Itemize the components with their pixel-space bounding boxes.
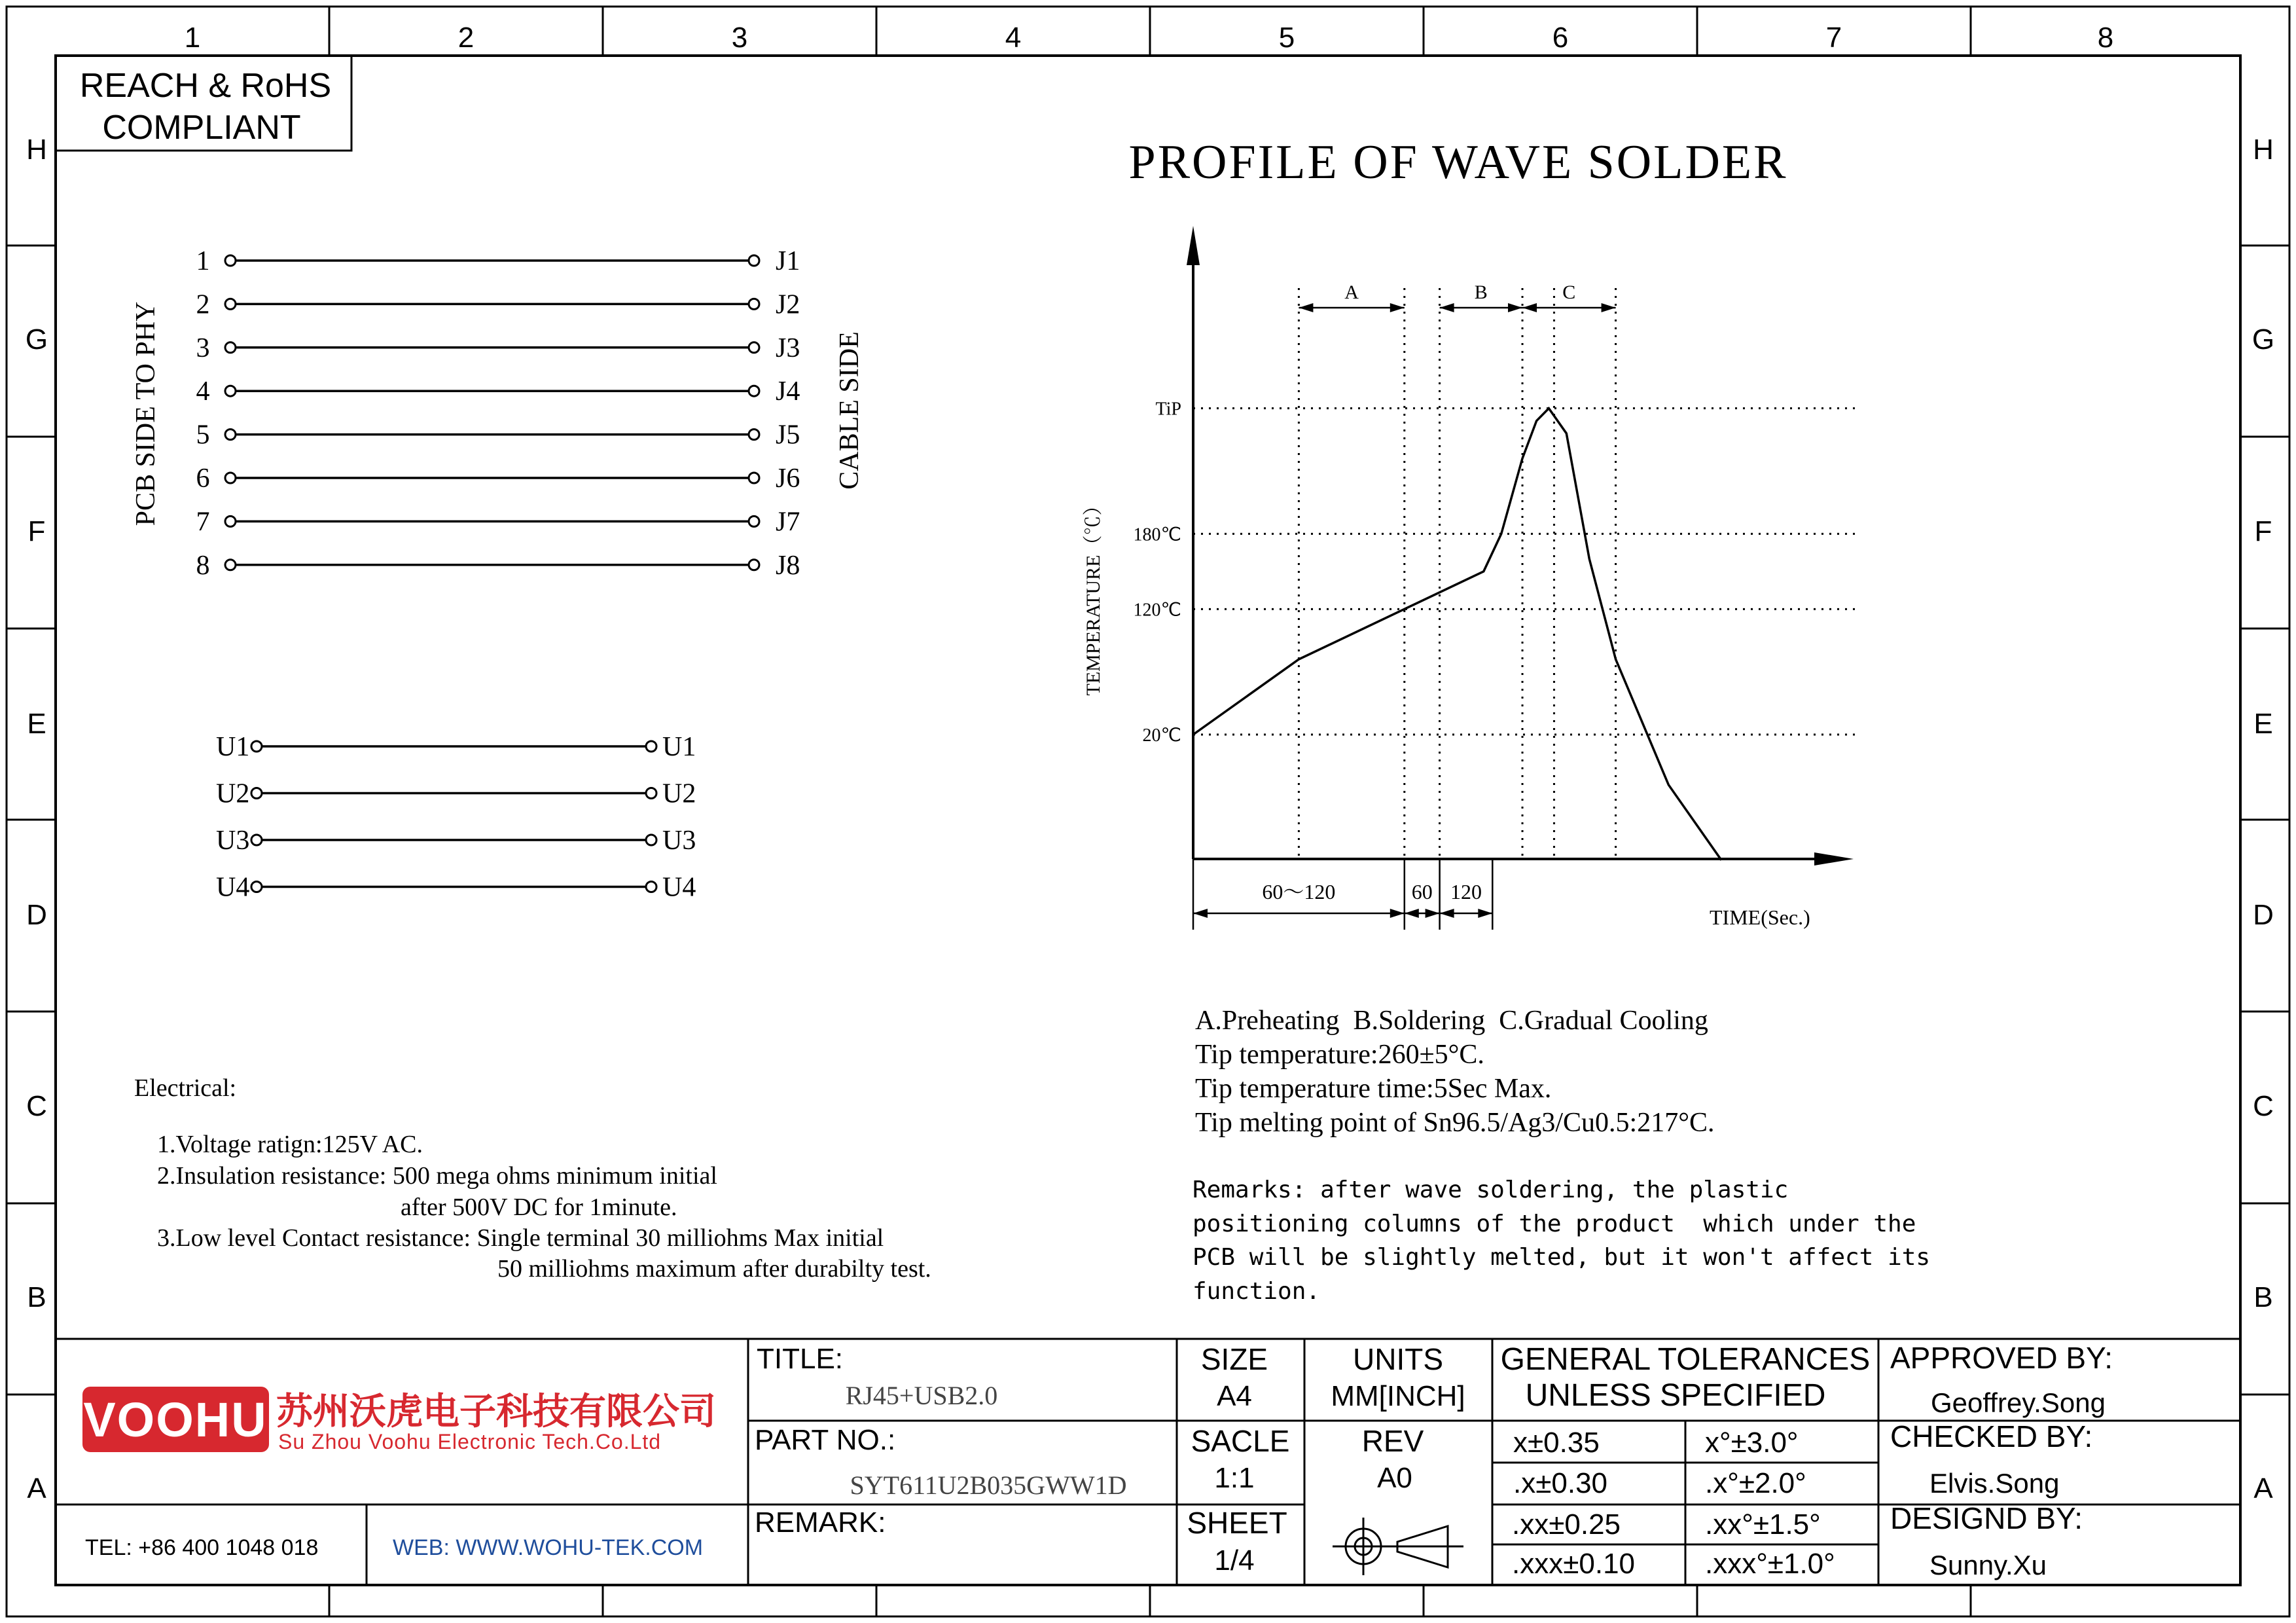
row-label-left-G: G xyxy=(25,323,48,356)
segment-label: 120 xyxy=(1450,880,1482,903)
units-label: UNITS xyxy=(1353,1342,1443,1376)
rj45-jack-terminal xyxy=(749,342,759,353)
zone-ticks xyxy=(7,7,2289,1616)
zone-arrow-icon xyxy=(1390,303,1405,312)
chart-gridlines xyxy=(1193,288,1859,859)
chart-y-ticks xyxy=(1134,399,1181,746)
segment-arrow-icon xyxy=(1193,909,1208,918)
segment-arrow-icon xyxy=(1440,909,1454,918)
rj45-jack-terminal xyxy=(749,516,759,526)
compliance-badge xyxy=(56,56,351,151)
electrical-line-2: 2.Insulation resistance: 500 mega ohms minimum initial xyxy=(157,1162,717,1190)
usb-pin-label-U3: U3 xyxy=(216,826,250,856)
rj45-pin-lines xyxy=(196,246,800,581)
rj45-jack-label-J4: J4 xyxy=(776,376,800,407)
y-tick-label: 20℃ xyxy=(1142,725,1181,746)
segment-label: 60 xyxy=(1411,880,1433,903)
tolerance-angle-1: .x°±2.0° xyxy=(1705,1467,1806,1499)
scale-label: SACLE xyxy=(1191,1424,1290,1458)
segment-label: 60～120 xyxy=(1262,880,1336,903)
usb-jack-terminal xyxy=(646,741,656,752)
usb-jack-terminal xyxy=(646,788,656,799)
telephone: TEL: +86 400 1048 018 xyxy=(85,1535,319,1560)
usb-pin-terminal xyxy=(251,835,262,845)
tip-time: Tip temperature time:5Sec Max. xyxy=(1195,1074,1552,1104)
cable-side-label: CABLE SIDE xyxy=(834,331,865,490)
chart-series-line xyxy=(1193,409,1721,860)
usb-pin-lines xyxy=(216,732,696,903)
y-tick-label: TiP xyxy=(1155,399,1181,420)
column-label-4: 4 xyxy=(1005,22,1022,54)
tolerance-linear-1: .x±0.30 xyxy=(1513,1467,1608,1499)
compliance-line-1: REACH & RoHS xyxy=(79,67,332,105)
usb-jack-label-U2: U2 xyxy=(662,778,696,809)
rj45-jack-label-J1: J1 xyxy=(776,246,800,276)
electrical-line-1: 1.Voltage ratign:125V AC. xyxy=(157,1131,423,1158)
voohu-logo xyxy=(82,1387,269,1452)
usb-pin-terminal xyxy=(251,741,262,752)
row-label-right-C: C xyxy=(2253,1090,2274,1122)
chart-title: PROFILE OF WAVE SOLDER xyxy=(1128,136,1788,189)
rj45-pin-label-5: 5 xyxy=(196,420,210,450)
rj45-jack-label-J6: J6 xyxy=(776,464,800,494)
row-label-right-E: E xyxy=(2253,708,2273,740)
website-link[interactable]: WEB: WWW.WOHU-TEK.COM xyxy=(393,1535,704,1560)
rj45-jack-terminal xyxy=(749,255,759,266)
rj45-pin-terminal xyxy=(225,386,236,396)
checked-value: Elvis.Song xyxy=(1929,1468,2060,1499)
row-label-left-H: H xyxy=(26,134,47,166)
part-label: PART NO.: xyxy=(755,1424,896,1456)
sheet-label: SHEET xyxy=(1187,1506,1287,1540)
profile-notes xyxy=(1193,1006,1930,1305)
y-tick-label: 180℃ xyxy=(1133,524,1181,545)
row-label-right-G: G xyxy=(2251,323,2275,356)
tolerance-heading-1: GENERAL TOLERANCES xyxy=(1500,1342,1871,1377)
size-label: SIZE xyxy=(1200,1342,1268,1376)
title-value: RJ45+USB2.0 xyxy=(845,1381,998,1410)
rj45-pin-terminal xyxy=(225,429,236,440)
rj45-pin-label-8: 8 xyxy=(196,550,210,581)
y-axis-arrow-icon xyxy=(1187,226,1200,265)
row-label-left-F: F xyxy=(27,515,46,547)
zones-legend: A.Preheating B.Soldering C.Gradual Cooling xyxy=(1195,1006,1708,1036)
designed-label: DESIGND BY: xyxy=(1890,1501,2083,1535)
sheet-value: 1/4 xyxy=(1214,1544,1255,1577)
zone-arrow-icon xyxy=(1440,303,1454,312)
segment-arrow-icon xyxy=(1390,909,1405,918)
rj45-pin-terminal xyxy=(225,342,236,353)
approved-value: Geoffrey.Song xyxy=(1931,1387,2106,1418)
usb-jack-terminal xyxy=(646,882,656,892)
tolerance-angle-2: .xx°±1.5° xyxy=(1705,1508,1821,1541)
tolerance-angle-0: x°±3.0° xyxy=(1705,1427,1799,1459)
remarks-line-3: PCB will be slightly melted, but it won't affect its xyxy=(1193,1244,1931,1271)
column-label-8: 8 xyxy=(2097,22,2114,54)
remark-label: REMARK: xyxy=(755,1506,886,1539)
remarks-line-1: Remarks: after wave soldering, the plastic xyxy=(1193,1176,1789,1203)
tolerance-linear-3: .xxx±0.10 xyxy=(1512,1548,1636,1580)
row-label-left-B: B xyxy=(27,1281,46,1313)
rj45-jack-label-J2: J2 xyxy=(776,289,800,320)
usb-jack-terminal xyxy=(646,835,656,845)
row-label-right-D: D xyxy=(2253,899,2274,931)
part-value: SYT611U2B035GWW1D xyxy=(850,1470,1127,1500)
rj45-pin-terminal xyxy=(225,560,236,570)
column-label-2: 2 xyxy=(457,22,475,54)
zone-label-A: A xyxy=(1344,282,1359,303)
rj45-jack-label-J3: J3 xyxy=(776,333,800,363)
rj45-jack-terminal xyxy=(749,560,759,570)
usb-pin-terminal xyxy=(251,788,262,799)
rj45-pin-label-1: 1 xyxy=(196,246,210,276)
rj45-pin-label-3: 3 xyxy=(196,333,210,363)
rev-value: A0 xyxy=(1377,1462,1412,1494)
usb-pin-label-U4: U4 xyxy=(216,872,250,903)
usb-pin-terminal xyxy=(251,882,262,892)
checked-label: CHECKED BY: xyxy=(1890,1419,2093,1453)
chart-axes xyxy=(1187,226,1854,866)
segment-arrow-icon xyxy=(1405,909,1419,918)
usb-jack-label-U3: U3 xyxy=(662,826,696,856)
chart-zones xyxy=(1299,282,1615,312)
zone-arrow-icon xyxy=(1299,303,1313,312)
rj45-pin-label-6: 6 xyxy=(196,464,210,494)
approved-label: APPROVED BY: xyxy=(1890,1341,2113,1375)
rj45-pin-label-2: 2 xyxy=(196,289,210,320)
scale-value: 1:1 xyxy=(1214,1462,1255,1494)
rj45-pin-terminal xyxy=(225,473,236,483)
usb-pin-label-U1: U1 xyxy=(216,732,250,762)
electrical-line-4: 3.Low level Contact resistance: Single terminal 30 milliohms Max initial xyxy=(157,1224,884,1252)
company-name-cn: 苏州沃虎电子科技有限公司 xyxy=(276,1391,716,1432)
company-name-en: Su Zhou Voohu Electronic Tech.Co.Ltd xyxy=(278,1430,662,1453)
electrical-line-3: after 500V DC for 1minute. xyxy=(401,1194,677,1221)
tolerance-linear-0: x±0.35 xyxy=(1513,1427,1600,1459)
usb-jack-label-U4: U4 xyxy=(662,872,696,903)
usb-pin-label-U2: U2 xyxy=(216,778,250,809)
rj45-pin-label-7: 7 xyxy=(196,507,210,538)
chart-time-segments xyxy=(1193,859,1492,930)
row-label-right-A: A xyxy=(2253,1472,2273,1504)
zone-arrow-icon xyxy=(1522,303,1537,312)
logo-text: VOOHU xyxy=(83,1393,268,1447)
tip-temperature: Tip temperature:260±5°C. xyxy=(1195,1040,1484,1070)
electrical-heading: Electrical: xyxy=(134,1074,237,1102)
rj45-jack-label-J7: J7 xyxy=(776,507,800,538)
chart-y-label: TEMPERATURE（℃） xyxy=(1083,496,1104,696)
title-label: TITLE: xyxy=(757,1343,844,1375)
zone-arrow-icon xyxy=(1602,303,1616,312)
remarks-line-2: positioning columns of the product which under the xyxy=(1193,1211,1916,1237)
chart-x-label: TIME(Sec.) xyxy=(1710,905,1810,929)
rj45-jack-label-J5: J5 xyxy=(776,420,800,450)
rj45-pin-label-4: 4 xyxy=(196,376,210,407)
usb-jack-label-U1: U1 xyxy=(662,732,696,762)
title-block xyxy=(56,1339,2240,1585)
designed-value: Sunny.Xu xyxy=(1929,1550,2047,1580)
rj45-pin-terminal xyxy=(225,516,236,526)
row-label-right-H: H xyxy=(2253,134,2274,166)
row-label-left-E: E xyxy=(27,708,46,740)
compliance-line-2: COMPLIANT xyxy=(102,109,301,147)
column-label-7: 7 xyxy=(1825,22,1842,54)
zone-arrow-icon xyxy=(1508,303,1522,312)
rj45-jack-terminal xyxy=(749,473,759,483)
size-value: A4 xyxy=(1217,1380,1252,1412)
electrical-notes xyxy=(134,1074,931,1283)
pcb-side-label: PCB SIDE TO PHY xyxy=(131,301,161,526)
tolerance-angle-3: .xxx°±1.0° xyxy=(1705,1548,1835,1580)
row-label-right-B: B xyxy=(2253,1281,2273,1313)
rev-label: REV xyxy=(1361,1424,1424,1458)
x-axis-arrow-icon xyxy=(1814,852,1854,866)
row-label-left-D: D xyxy=(26,899,47,931)
column-label-1: 1 xyxy=(184,22,201,54)
drawing-frame xyxy=(7,7,2289,1616)
electrical-line-5: 50 milliohms maximum after durabilty test. xyxy=(497,1255,931,1283)
rj45-pin-terminal xyxy=(225,255,236,266)
rj45-pin-terminal xyxy=(225,299,236,309)
rj45-jack-terminal xyxy=(749,429,759,440)
zone-label-B: B xyxy=(1474,282,1488,303)
segment-arrow-icon xyxy=(1426,909,1440,918)
title-block-grid xyxy=(56,1339,2240,1585)
column-label-3: 3 xyxy=(731,22,748,54)
zone-label-C: C xyxy=(1562,282,1576,303)
tip-melting-point: Tip melting point of Sn96.5/Ag3/Cu0.5:217°C. xyxy=(1195,1108,1715,1138)
remarks-line-4: function. xyxy=(1193,1278,1321,1305)
projection-symbol-icon xyxy=(1333,1518,1463,1575)
column-label-6: 6 xyxy=(1552,22,1569,54)
wave-solder-chart xyxy=(1083,136,1859,930)
rj45-jack-label-J8: J8 xyxy=(776,550,800,581)
tolerance-heading-2: UNLESS SPECIFIED xyxy=(1525,1378,1826,1413)
row-label-left-A: A xyxy=(27,1472,46,1504)
row-label-right-F: F xyxy=(2254,515,2272,547)
column-label-5: 5 xyxy=(1278,22,1295,54)
y-tick-label: 120℃ xyxy=(1133,600,1181,621)
units-value: MM[INCH] xyxy=(1331,1380,1465,1412)
rj45-jack-terminal xyxy=(749,386,759,396)
tolerance-linear-2: .xx±0.25 xyxy=(1512,1508,1621,1541)
rj45-jack-terminal xyxy=(749,299,759,309)
row-label-left-C: C xyxy=(26,1090,47,1122)
segment-arrow-icon xyxy=(1478,909,1492,918)
schematic xyxy=(131,246,865,903)
zone-labels xyxy=(26,22,2274,1504)
